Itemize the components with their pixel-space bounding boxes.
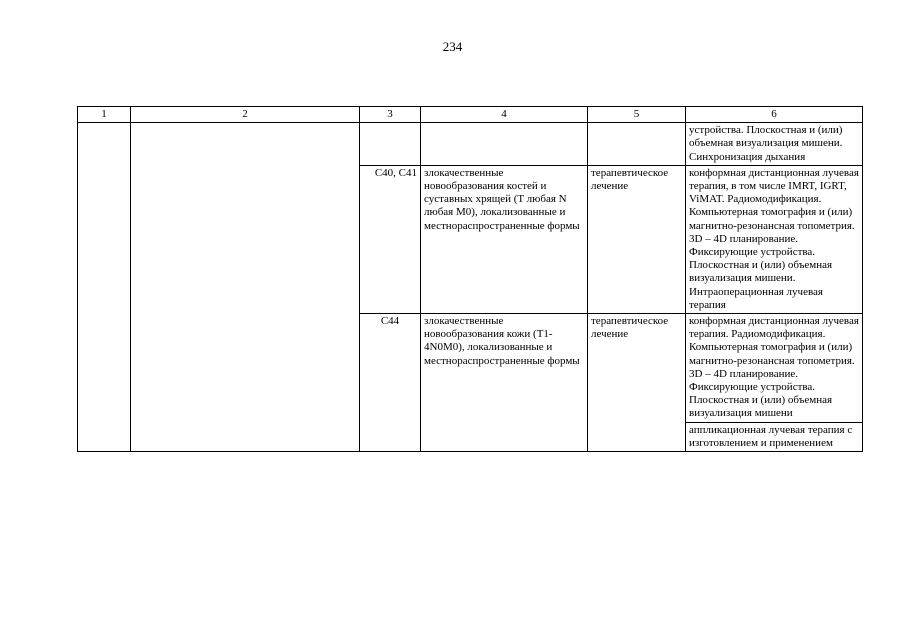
treatment-cell: терапевтическое лечение [588,314,686,452]
empty-cell-col2 [131,123,360,452]
method-extra-cell: аппликационная лучевая терапия с изготовлением и применением [686,422,863,451]
method-cell: конформная дистанционная лучевая терапия, в том числе IMRT, IGRT, ViMAT. Радиомодификация. Компьютерная томография и (или) магнитно-резонансная топометрия. 3D – 4D планирование. Фиксирующие устройства. Плоскостная и (или) объемная визуализация мишени. Интраоперационная лучевая терапия [686,165,863,313]
code-cell: C40, C41 [360,165,421,313]
diagnosis-cell [421,123,588,166]
code-cell [360,123,421,166]
diagnosis-cell: злокачественные новообразования кожи (T1-4N0M0), локализованные и местнораспространенные формы [421,314,588,452]
code-cell: C44 [360,314,421,452]
column-header-2: 2 [131,107,360,123]
treatment-table [77,106,863,452]
column-header-4: 4 [421,107,588,123]
method-cell: устройства. Плоскостная и (или) объемная визуализация мишени. Синхронизация дыхания [686,123,863,166]
page-number: 234 [442,39,463,54]
treatment-cell: терапевтическое лечение [588,165,686,313]
column-header-6: 6 [686,107,863,123]
table-header-row [78,107,863,123]
diagnosis-cell: злокачественные новообразования костей и суставных хрящей (T любая N любая M0), локализованные и местнораспространенные формы [421,165,588,313]
treatment-cell [588,123,686,166]
method-cell: конформная дистанционная лучевая терапия. Радиомодификация. Компьютерная томография и (или) магнитно-резонансная топометрия. 3D – 4D планирование. Фиксирующие устройства. Плоскостная и (или) объемная визуализация мишени [686,314,863,423]
column-header-1: 1 [78,107,131,123]
column-header-5: 5 [588,107,686,123]
empty-cell-col1 [78,123,131,452]
table-row [78,123,863,166]
column-header-3: 3 [360,107,421,123]
